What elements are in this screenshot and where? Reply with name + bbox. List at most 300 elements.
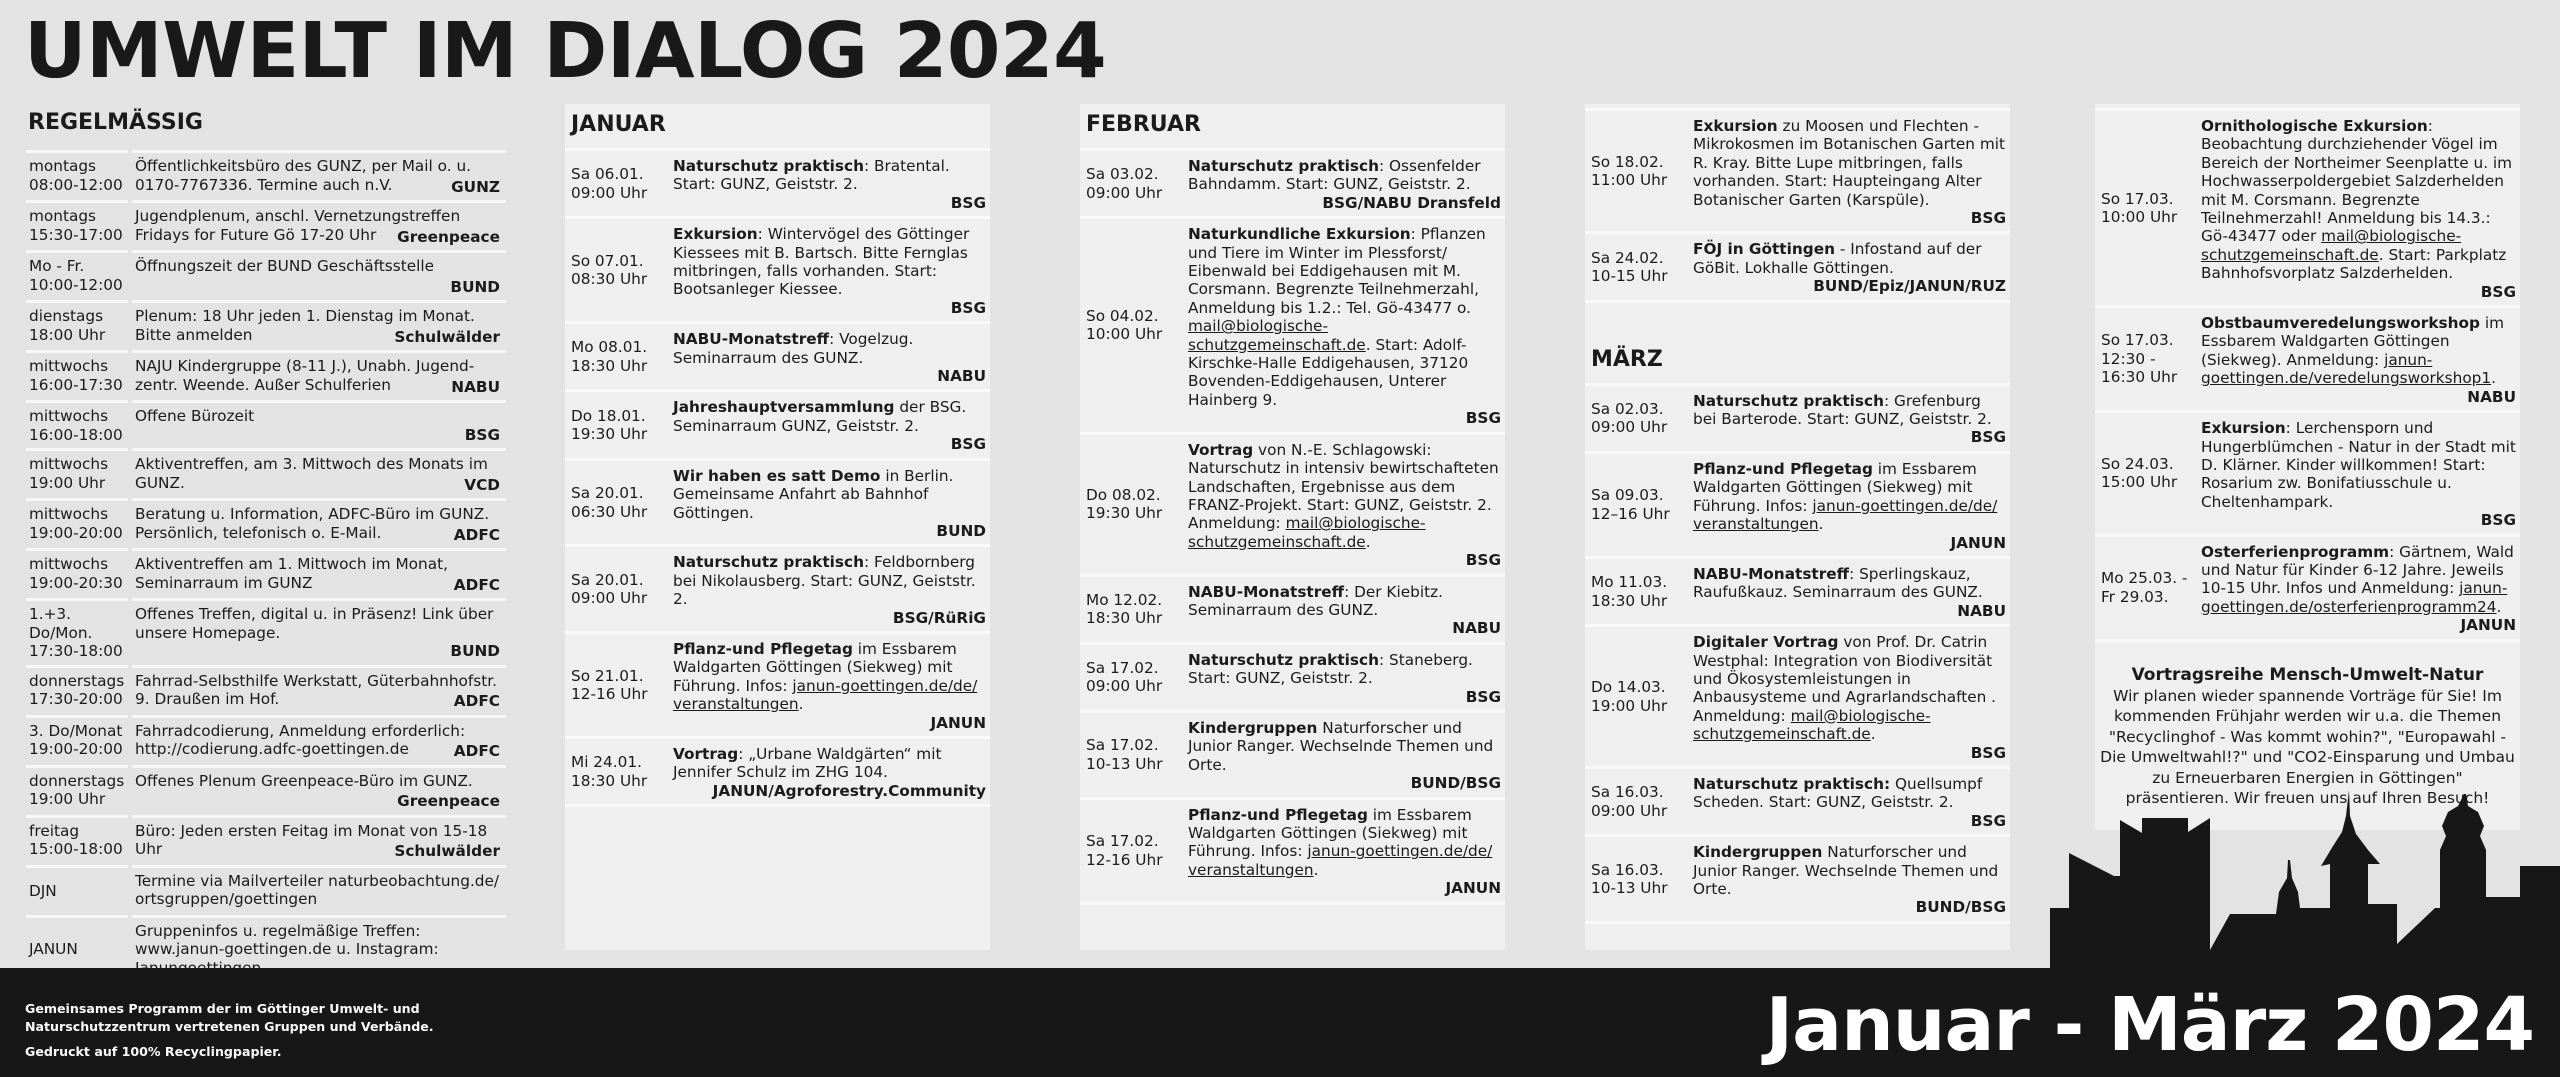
event-date: So 04.02. <box>1086 307 1159 326</box>
event-row <box>565 544 990 631</box>
organizer: ADFC <box>453 692 500 710</box>
event-when-inner <box>1591 861 1668 898</box>
regular-event-row <box>26 200 506 250</box>
event-row <box>565 389 990 457</box>
event-text <box>1188 441 1501 551</box>
organizer: BUND/Epiz/JANUN/RUZ <box>1813 277 2006 296</box>
regular-event-row <box>26 150 506 200</box>
event-date: Sa 16.03. <box>1591 783 1664 802</box>
event-day: mittwochs <box>29 357 109 375</box>
event-detail-after: . <box>1818 515 1824 534</box>
event-text <box>2201 314 2516 388</box>
regular-event-row <box>26 715 506 765</box>
event-text: Plenum: 18 Uhr jeden 1. Dienstag im Monat. Bitte anmelden <box>135 307 475 344</box>
event-row <box>565 631 990 736</box>
regular-event-row <box>26 448 506 498</box>
section-heading: REGELMÄSSIG <box>28 110 203 135</box>
januar-events-list <box>565 148 990 807</box>
event-when <box>26 868 131 915</box>
event-title: Naturschutz praktisch <box>1693 391 1884 410</box>
organizer: Greenpeace <box>397 227 500 246</box>
event-time: 19:00 Uhr <box>29 790 106 808</box>
regular-event-row <box>26 350 506 400</box>
organizer: JANUN <box>1445 879 1501 898</box>
organizer: BSG <box>1465 551 1501 570</box>
event-description <box>669 219 990 321</box>
event-row <box>2095 410 2520 533</box>
event-when <box>565 219 669 321</box>
event-link[interactable]: janun-goettingen.de/de/ veranstaltungen <box>673 676 978 714</box>
event-when-inner <box>1086 591 1162 628</box>
event-time: 09:00 Uhr <box>1591 418 1668 437</box>
regular-event-row <box>26 498 506 548</box>
organizer: BUND/BSG <box>1410 774 1501 793</box>
event-time: 19:00 Uhr <box>1591 696 1668 715</box>
event-description <box>1689 559 2010 624</box>
event-when <box>1585 769 1689 834</box>
event-time: 09:00 Uhr <box>1591 801 1668 820</box>
organizer: NABU <box>2467 387 2516 406</box>
event-time: 19:00 Uhr <box>29 473 106 492</box>
organizer: ADFC <box>453 742 500 760</box>
event-time: 10-15 Uhr <box>1591 267 1668 286</box>
event-description <box>131 501 506 548</box>
event-description <box>131 818 506 865</box>
event-detail-after: . <box>2491 369 2497 388</box>
event-title: Exkursion <box>1693 117 1778 135</box>
event-date: Sa 17.02. <box>1086 832 1159 851</box>
event-text <box>673 553 986 608</box>
event-detail: : Sperlingskauz, Raufußkauz. Seminarraum des GUNZ. <box>1693 564 1983 602</box>
regular-event-row <box>26 548 506 598</box>
event-when-inner <box>2101 569 2187 606</box>
event-day: dienstags <box>29 307 104 325</box>
event-when <box>26 203 131 250</box>
event-link[interactable]: mail@biologische-schutzgemeinschaft.de <box>2201 227 2462 264</box>
regular-event-row <box>26 815 506 865</box>
event-when-inner <box>1086 486 1162 523</box>
event-day: mittwochs <box>29 555 109 573</box>
event-detail: : Bratental. Start: GUNZ, Geiststr. 2. <box>673 157 950 194</box>
event-time: 17:30-18:00 <box>29 642 123 660</box>
regular-event-row <box>26 250 506 300</box>
event-time: 15:00-18:00 <box>29 840 123 858</box>
event-text <box>2201 543 2516 617</box>
event-detail: : Pflanzen und Tiere im Winter im Plessforst/ Eibenwald bei Eddigehausen mit M. Corsmann. Begrenzte Teilnehmerzahl, Anmeldung bis 1.2.: Tel. Gö-43477 o. <box>1188 225 1486 317</box>
event-detail: zu Moosen und Flechten - Mikrokosmen im Botanischen Garten mit R. Kray. Bitte Lupe mitbringen, falls vorhanden. Start: Haupteingang Alter Botanischer Garten (Karspüle). <box>1693 117 2005 209</box>
event-day: mittwochs <box>29 455 109 473</box>
organizer: ADFC <box>453 575 500 594</box>
event-time: 09:00 Uhr <box>1086 677 1163 696</box>
event-title: Kindergruppen <box>1693 843 1823 862</box>
event-time: 19:00-20:00 <box>29 523 123 542</box>
event-date: Sa 20.01. <box>571 570 644 589</box>
event-when-inner <box>1086 832 1163 869</box>
event-day: JANUN <box>29 940 78 958</box>
regular-event-row <box>26 765 506 815</box>
list-end-divider <box>565 804 990 807</box>
event-day: 1.+3. Do/Mon. <box>29 605 93 642</box>
event-time: 18:30 Uhr <box>571 356 648 375</box>
event-detail: im Essbarem Waldgarten Göttingen (Siekweg). Anmeldung: <box>2201 314 2504 369</box>
event-time: 19:00-20:00 <box>29 740 123 758</box>
event-time: 12-16 Uhr <box>571 684 648 703</box>
event-detail: : Feldbornberg bei Nikolausberg. Start: GUNZ, Geiststr. 2. <box>673 553 976 609</box>
organizer: BSG <box>950 435 986 454</box>
event-description <box>1689 111 2010 231</box>
event-text <box>673 330 986 367</box>
event-row <box>1585 834 2010 921</box>
februar-maerz-panel <box>1585 104 2010 950</box>
event-text: Aktiventreffen, am 3. Mittwoch des Monats im GUNZ. <box>135 455 488 492</box>
organizer: BSG <box>1970 811 2006 830</box>
event-text: Gruppeninfos u. regelmäßige Treffen: www.janun-goettingen.de u. Instagram: <box>135 921 439 958</box>
event-time: 16:00-17:30 <box>29 375 123 394</box>
event-description <box>131 601 506 665</box>
event-link[interactable]: mail@biologische-schutzgemeinschaft.de <box>1693 706 1931 744</box>
skyline-icon <box>2050 790 2560 970</box>
event-detail: im Essbarem Waldgarten Göttingen (Siekweg) mit Führung. Infos: <box>673 639 957 695</box>
event-text <box>2201 117 2516 283</box>
event-text <box>1693 565 2006 602</box>
page-title: UMWELT IM DIALOG 2024 <box>24 7 1107 96</box>
event-row <box>2095 534 2520 639</box>
event-title: NABU-Monatstreff <box>1188 582 1345 601</box>
event-detail: von Prof. Dr. Catrin Westphal: Integration von Biodiversität und Ökosystemleistungen in Anbausysteme und Agrarlandschaften . Anmeldung: <box>1693 633 1997 725</box>
organizer: JANUN <box>2460 616 2516 635</box>
event-row <box>2095 305 2520 410</box>
event-when <box>1585 454 1689 556</box>
event-when-inner <box>2101 190 2177 227</box>
event-time: 16:00-18:00 <box>29 425 123 444</box>
event-date: Mo 11.03. <box>1591 573 1668 592</box>
event-title: Pflanz-und Pflegetag <box>673 639 853 658</box>
event-when-inner <box>1591 249 1668 286</box>
event-date: Sa 17.02. <box>1086 658 1159 677</box>
event-description <box>131 253 506 300</box>
event-when <box>565 151 669 216</box>
event-time: 06:30 Uhr <box>571 502 648 521</box>
event-description <box>131 768 506 815</box>
event-when <box>2095 413 2197 533</box>
event-time: 09:00 Uhr <box>1086 183 1163 202</box>
event-detail: : Gärtnem, Wald und Natur für Kinder 6-12 Jahre. Jeweils 10-15 Uhr. Infos und Anmeldung: <box>2201 542 2514 598</box>
maerz-cont-panel <box>2095 104 2520 830</box>
event-title: Wir haben es satt Demo <box>673 466 881 485</box>
event-link[interactable]: mail@biologische-schutzgemeinschaft.de <box>1188 317 1366 354</box>
event-text <box>1693 460 2006 534</box>
event-when-inner <box>571 484 647 521</box>
event-row <box>1080 574 1505 642</box>
event-time: 12–16 Uhr <box>1591 504 1670 523</box>
event-description <box>1689 627 2010 766</box>
event-text <box>673 467 986 522</box>
event-date: Do 08.02. <box>1086 485 1161 504</box>
event-row <box>1585 108 2010 231</box>
event-date: Do 14.03. <box>1591 678 1666 697</box>
event-description <box>1184 645 1505 710</box>
event-row <box>565 216 990 321</box>
event-when-inner <box>571 252 647 289</box>
event-description <box>1689 769 2010 834</box>
regular-events-section <box>26 110 506 981</box>
regular-event-row <box>26 665 506 715</box>
event-description <box>131 668 506 715</box>
event-time: 17:30-20:00 <box>29 690 123 708</box>
event-description <box>1689 454 2010 556</box>
event-time: 18:00 Uhr <box>29 325 106 344</box>
organizer: BSG <box>950 193 986 212</box>
organizer: JANUN <box>1950 533 2006 552</box>
event-when <box>1585 111 1689 231</box>
event-title: Exkursion <box>673 225 758 244</box>
event-date: Sa 09.03. <box>1591 486 1664 505</box>
event-title: Vortrag <box>1188 440 1254 459</box>
event-date: Sa 03.02. <box>1086 165 1159 184</box>
event-when-inner <box>1591 153 1667 190</box>
event-link[interactable]: janun-goettingen.de/de/ veranstaltungen <box>1188 842 1493 879</box>
event-text <box>673 225 986 299</box>
event-detail-after: . <box>1313 860 1319 879</box>
event-title: NABU-Monatstreff <box>673 330 830 349</box>
event-when <box>565 461 669 545</box>
event-date: Sa 06.01. <box>571 165 644 184</box>
event-link[interactable]: janun-goettingen.de/veredelungsworkshop1 <box>2201 350 2492 388</box>
event-detail: : Ossenfelder Bahndamm. Start: GUNZ, Geiststr. 2. <box>1188 157 1481 194</box>
event-description <box>1184 435 1505 574</box>
event-when <box>26 668 131 715</box>
list-end-divider <box>1585 921 2010 924</box>
event-text: Öffnungszeit der BUND Geschäftsstelle <box>135 257 435 275</box>
event-detail: von N.-E. Schlagowski: Naturschutz in intensiv bewirtschafteten Landschaften, Ergebnisse aus dem FRANZ-Projekt. Start: GUNZ, Geiststr. 2. Anmeldung: <box>1188 440 1499 533</box>
event-detail-after: . Start: Adolf-Kirschke-Halle Eddigehausen, 37120 Bovenden-Eddigehausen, Unterer Hainberg 9. <box>1188 335 1469 409</box>
event-detail: Naturforscher und Junior Ranger. Wechselnde Themen und Orte. <box>1693 843 1999 898</box>
event-description <box>669 151 990 216</box>
event-when <box>26 501 131 548</box>
event-when <box>1585 837 1689 921</box>
organizer: BSG <box>1465 409 1501 428</box>
event-text <box>1188 719 1501 774</box>
event-day: donnerstags <box>29 771 125 790</box>
event-title: Vortrag <box>673 744 739 763</box>
event-text <box>1693 775 2006 812</box>
event-title: Ornithologische Exkursion <box>2201 117 2428 135</box>
organizer: BSG <box>1970 209 2006 228</box>
organizer: BUND/BSG <box>1915 898 2006 917</box>
event-text <box>1693 633 2006 743</box>
event-row <box>1080 797 1505 902</box>
organizer: BSG <box>1970 428 2006 447</box>
event-description <box>1184 577 1505 642</box>
event-when <box>565 324 669 389</box>
organizer: NABU <box>937 367 986 386</box>
februar-cont-events-list <box>1585 104 2010 303</box>
event-detail: in Berlin. Gemeinsame Anfahrt ab Bahnhof Göttingen. <box>673 466 954 522</box>
event-detail: : Vogelzug. Seminarraum des GUNZ. <box>673 330 914 367</box>
event-when-inner <box>571 407 647 444</box>
event-row <box>1080 148 1505 216</box>
event-time: 12-16 Uhr <box>1086 850 1163 869</box>
event-time: 11:00 Uhr <box>1591 171 1668 190</box>
event-text: Beratung u. Information, ADFC-Büro im GUNZ. Persönlich, telefonisch o. E-Mail. <box>135 505 490 542</box>
event-description <box>1184 151 1505 216</box>
organizer: BSG/NABU Dransfeld <box>1322 193 1501 212</box>
event-date: So 21.01. <box>571 666 644 685</box>
organizer: JANUN/Agroforestry.Community <box>712 781 986 800</box>
organizer: ADFC <box>453 525 500 544</box>
event-description <box>131 718 506 765</box>
event-row <box>1080 642 1505 710</box>
event-detail: : „Urbane Waldgärten“ mit Jennifer Schulz im ZHG 104. <box>673 744 942 782</box>
event-time: 19:00-20:30 <box>29 573 123 592</box>
event-date: So 24.03. <box>2101 454 2174 473</box>
event-title: Naturschutz praktisch <box>1188 157 1379 175</box>
event-detail: : Wintervögel des Göttinger Kiessees mit B. Bartsch. Bitte Fernglas mitbringen, falls vorhanden. Start: Bootsanleger Kiessee. <box>673 225 970 299</box>
organizer: BUND <box>450 642 500 660</box>
event-when <box>565 634 669 736</box>
event-time: 15:30-17:00 <box>29 225 123 244</box>
event-time: 15:00 Uhr <box>2101 473 2178 492</box>
cell-separator <box>128 915 132 918</box>
event-text <box>1188 806 1501 880</box>
event-row <box>1080 710 1505 797</box>
event-date: Mo 25.03. - <box>2101 569 2188 588</box>
event-when <box>1585 627 1689 766</box>
event-row <box>1585 556 2010 624</box>
event-time: 10:00 Uhr <box>2101 208 2178 227</box>
event-date: Sa 20.01. <box>571 484 644 503</box>
event-when <box>26 718 131 765</box>
event-when <box>565 547 669 631</box>
event-description <box>1184 800 1505 902</box>
event-row <box>1080 216 1505 431</box>
event-detail: Quellsumpf Scheden. Start: GUNZ, Geiststr. 2. <box>1693 774 1983 812</box>
event-detail-after: . <box>1365 532 1371 551</box>
event-text <box>1188 225 1501 409</box>
event-description <box>669 634 990 736</box>
event-when <box>1585 386 1689 451</box>
event-when <box>26 768 131 815</box>
event-when <box>1080 435 1184 574</box>
event-title: Pflanz-und Pflegetag <box>1188 805 1368 824</box>
cell-separator <box>128 865 132 868</box>
event-text <box>1693 843 2006 898</box>
event-when-inner <box>2101 455 2177 492</box>
event-date: Mi 24.01. <box>571 753 642 772</box>
event-date: Mo 12.02. <box>1086 590 1163 609</box>
event-when <box>2095 111 2197 305</box>
event-time: 19:30 Uhr <box>571 425 648 444</box>
organizer: Greenpeace <box>397 792 500 810</box>
event-description <box>1689 837 2010 921</box>
event-text <box>673 157 986 194</box>
event-date: Sa 17.02. <box>1086 736 1159 755</box>
event-description <box>1689 234 2010 299</box>
event-title: NABU-Monatstreff <box>1693 564 1850 583</box>
event-when <box>26 153 131 200</box>
event-link[interactable]: janun-goettingen.de/de/ veranstaltungen <box>1693 496 1998 534</box>
event-text <box>673 398 986 435</box>
event-description <box>669 392 990 457</box>
event-description <box>131 451 506 498</box>
event-date: So 17.03. <box>2101 189 2174 208</box>
footer-line: Naturschutzzentrum vertretenen Gruppen und Verbände. <box>25 1019 434 1034</box>
event-text <box>2201 419 2516 511</box>
event-day: mittwochs <box>29 505 109 523</box>
event-description <box>1184 219 1505 431</box>
januar-panel <box>565 104 990 950</box>
event-time: 18:30 Uhr <box>571 771 648 790</box>
event-description <box>131 153 506 200</box>
event-title: Naturschutz praktisch: <box>1693 774 1891 793</box>
event-title: Pflanz-und Pflegetag <box>1693 459 1873 478</box>
event-when-inner <box>1086 659 1162 696</box>
event-title: Exkursion <box>2201 419 2286 438</box>
event-date: Mo 08.01. <box>571 338 648 357</box>
event-detail: im Essbarem Waldgarten Göttingen (Siekweg) mit Führung. Infos: <box>1693 459 1977 515</box>
event-title: Digitaler Vortrag <box>1693 633 1839 652</box>
event-detail: Naturforscher und Junior Ranger. Wechselnde Themen und Orte. <box>1188 718 1494 774</box>
event-description <box>2197 537 2520 639</box>
organizer: NABU <box>451 377 500 396</box>
event-day: Mo - Fr. <box>29 257 85 275</box>
regular-event-row <box>26 598 506 665</box>
event-text <box>1188 651 1501 688</box>
event-when-inner <box>571 165 647 202</box>
event-when <box>1080 577 1184 642</box>
event-when <box>1080 800 1184 902</box>
organizer: Schulwälder <box>394 842 500 860</box>
event-when <box>26 403 131 448</box>
event-link[interactable]: mail@biologische-schutzgemeinschaft.de <box>1188 514 1426 551</box>
event-when <box>565 739 669 804</box>
organizer: JANUN <box>930 713 986 732</box>
event-when-inner <box>1591 400 1667 437</box>
event-link[interactable]: janun-goettingen.de/osterferienprogramm24 <box>2201 579 2508 616</box>
event-time: 08:30 Uhr <box>571 270 648 289</box>
event-title: Osterferienprogramm <box>2201 542 2390 561</box>
event-when-inner <box>571 571 647 608</box>
event-time: 18:30 Uhr <box>1086 609 1163 628</box>
event-detail: - Infostand auf der GöBit. Lokhalle Göttingen. <box>1693 240 1982 277</box>
organizer: NABU <box>1452 619 1501 638</box>
event-time: 10:00-12:00 <box>29 275 123 294</box>
event-description <box>1184 713 1505 797</box>
event-date: Sa 24.02. <box>1591 248 1664 267</box>
event-time: 10-13 Uhr <box>1591 879 1668 897</box>
footer-text <box>25 1000 434 1061</box>
event-when-inner <box>2101 331 2197 386</box>
event-row <box>565 458 990 545</box>
event-day: montags <box>29 207 97 225</box>
event-title: Naturkundliche Exkursion <box>1188 225 1411 244</box>
event-title: Kindergruppen <box>1188 718 1318 737</box>
event-description <box>131 303 506 350</box>
regular-event-row <box>26 300 506 350</box>
event-time: 10:00 Uhr <box>1086 325 1163 344</box>
event-when-inner <box>1591 573 1667 610</box>
event-detail-after: . Start: Parkplatz Bahnhofsvorplatz Salzderhelden. <box>2201 245 2507 283</box>
event-when <box>1080 645 1184 710</box>
event-text <box>1693 392 2006 429</box>
event-when <box>26 353 131 400</box>
event-text <box>673 640 986 714</box>
event-row <box>1585 383 2010 451</box>
event-when <box>2095 308 2197 410</box>
event-day: montags <box>29 157 97 175</box>
event-date: So 17.03. <box>2101 331 2174 350</box>
event-time: 10-13 Uhr <box>1086 754 1163 773</box>
